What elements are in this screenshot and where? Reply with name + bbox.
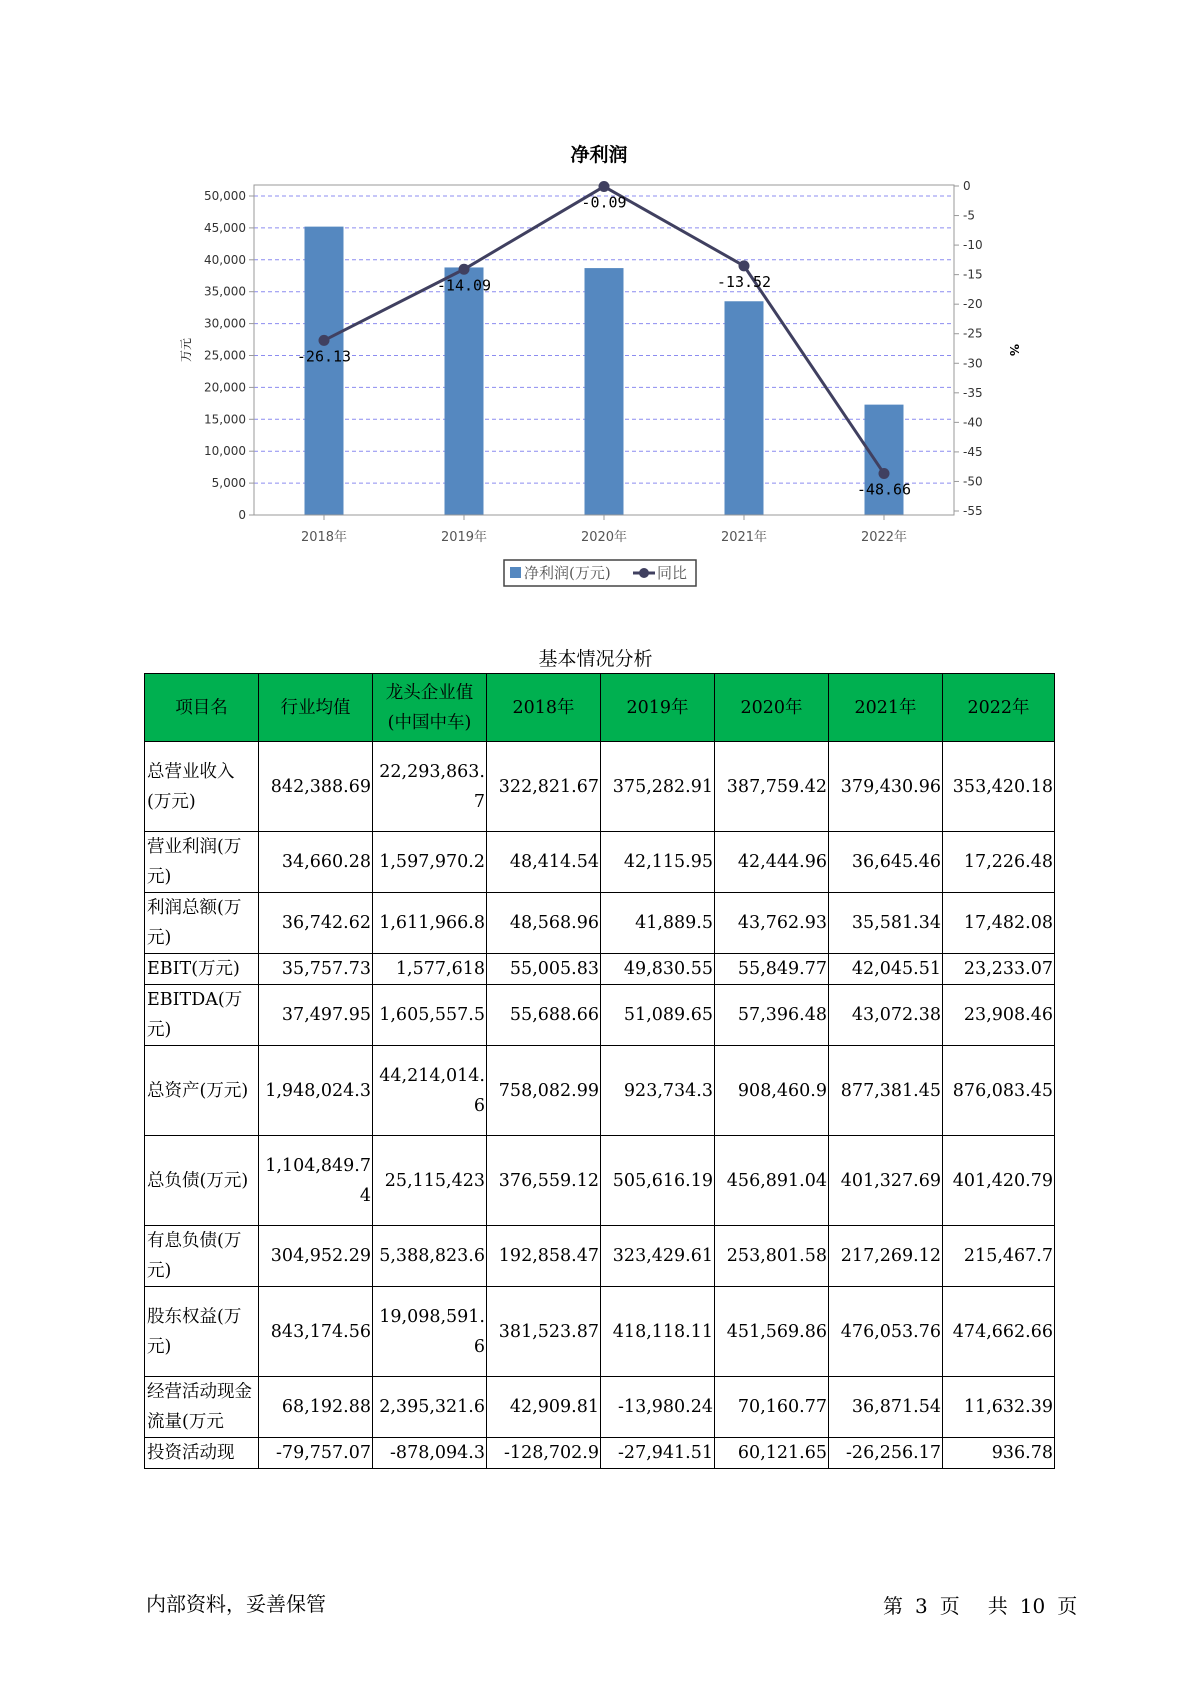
column-header: 项目名 (145, 674, 259, 742)
table-cell: 923,734.3 (601, 1046, 715, 1136)
y2-tick-label: -40 (963, 415, 983, 430)
column-header: 龙头企业值(中国中车) (373, 674, 487, 742)
table-cell: 758,082.99 (487, 1046, 601, 1136)
bar (585, 268, 624, 515)
table-row (145, 832, 1055, 893)
table-cell: 55,849.77 (715, 954, 829, 985)
table-row (145, 1287, 1055, 1377)
column-header: 2018年 (487, 674, 601, 742)
table-row (145, 1136, 1055, 1226)
table-cell: 68,192.88 (259, 1377, 373, 1438)
row-label: 投资活动现 (145, 1438, 259, 1469)
y-tick-label: 5,000 (211, 476, 246, 491)
table-cell: -79,757.07 (259, 1438, 373, 1469)
table-cell: 70,160.77 (715, 1377, 829, 1438)
table-cell: 41,889.5 (601, 893, 715, 954)
confidential-note: 内部资料，妥善保管 (146, 1592, 326, 1616)
table-row (145, 1377, 1055, 1438)
table-cell: 51,089.65 (601, 985, 715, 1046)
table-row (145, 1046, 1055, 1136)
table-cell: 1,948,024.3 (259, 1046, 373, 1136)
chart-title: 净利润 (570, 144, 628, 166)
table-cell: 936.78 (943, 1438, 1055, 1469)
table-cell: -128,702.9 (487, 1438, 601, 1469)
table-cell: 42,444.96 (715, 832, 829, 893)
x-tick-label: 2021年 (720, 530, 768, 545)
column-header: 2020年 (715, 674, 829, 742)
table-cell: 36,645.46 (829, 832, 943, 893)
table-cell: 1,597,970.2 (373, 832, 487, 893)
row-label: 利润总额(万元) (145, 893, 259, 954)
table-cell: 476,053.76 (829, 1287, 943, 1377)
net-profit-chart (0, 0, 1191, 620)
total-prefix: 共 (987, 1594, 1008, 1618)
table-cell: 842,388.69 (259, 742, 373, 832)
table-cell: 418,118.11 (601, 1287, 715, 1377)
y2-tick-label: -10 (963, 238, 983, 253)
table-cell: 44,214,014.6 (373, 1046, 487, 1136)
table-row (145, 1226, 1055, 1287)
table-caption: 基本情况分析 (538, 648, 653, 670)
y2-tick-label: -25 (963, 326, 983, 341)
y2-tick-label: -15 (963, 267, 983, 282)
table-cell: 43,762.93 (715, 893, 829, 954)
table-cell: 42,115.95 (601, 832, 715, 893)
table-row (145, 1438, 1055, 1469)
y2-tick-label: -50 (963, 474, 983, 489)
yoy-data-label: -14.09 (436, 276, 492, 295)
table-cell: 876,083.45 (943, 1046, 1055, 1136)
table-cell: 1,104,849.74 (259, 1136, 373, 1226)
y-tick-label: 0 (238, 508, 246, 522)
table-cell: 23,233.07 (943, 954, 1055, 985)
chart-legend (504, 560, 696, 586)
table-cell: 843,174.56 (259, 1287, 373, 1377)
table-row (145, 742, 1055, 832)
y-tick-label: 10,000 (204, 444, 246, 459)
table-cell: 17,226.48 (943, 832, 1055, 893)
legend-line-marker (639, 568, 649, 578)
table-cell: 381,523.87 (487, 1287, 601, 1377)
table-header-row (145, 674, 1055, 742)
table-cell: 55,005.83 (487, 954, 601, 985)
yoy-point (459, 264, 470, 275)
x-tick-label: 2020年 (580, 530, 628, 545)
table-cell: 60,121.65 (715, 1438, 829, 1469)
row-label: 营业利润(万元) (145, 832, 259, 893)
table-cell: 192,858.47 (487, 1226, 601, 1287)
x-tick-label: 2018年 (300, 530, 348, 545)
table-cell: 401,420.79 (943, 1136, 1055, 1226)
bar (445, 267, 484, 515)
table-cell: 42,045.51 (829, 954, 943, 985)
yoy-data-label: -13.52 (716, 272, 772, 291)
yoy-point (879, 468, 890, 479)
table-cell: 42,909.81 (487, 1377, 601, 1438)
table-cell: -26,256.17 (829, 1438, 943, 1469)
y2-tick-label: -45 (963, 444, 983, 459)
legend-bar-label: 净利润(万元) (524, 564, 611, 582)
table-cell: 253,801.58 (715, 1226, 829, 1287)
row-label: 有息负债(万元) (145, 1226, 259, 1287)
y2-tick-label: -20 (963, 297, 983, 312)
total-pages: 10 (1019, 1594, 1046, 1618)
table-cell: 2,395,321.6 (373, 1377, 487, 1438)
y2-tick-label: -35 (963, 385, 983, 400)
table-cell: -878,094.3 (373, 1438, 487, 1469)
total-suffix: 页 (1057, 1594, 1078, 1618)
table-cell: 48,414.54 (487, 832, 601, 893)
table-cell: 36,871.54 (829, 1377, 943, 1438)
table-cell: 1,577,618 (373, 954, 487, 985)
table-cell: 43,072.38 (829, 985, 943, 1046)
table-cell: 35,757.73 (259, 954, 373, 985)
row-label: 经营活动现金流量(万元 (145, 1377, 259, 1438)
legend-line-label: 同比 (657, 564, 688, 582)
y-tick-label: 50,000 (204, 189, 246, 203)
table-cell: 55,688.66 (487, 985, 601, 1046)
table-row (145, 985, 1055, 1046)
y-tick-label: 25,000 (204, 348, 246, 363)
bar (725, 301, 764, 515)
table-cell: 217,269.12 (829, 1226, 943, 1287)
yoy-point (599, 181, 610, 192)
table-cell: 908,460.9 (715, 1046, 829, 1136)
column-header: 2021年 (829, 674, 943, 742)
table-cell: 215,467.7 (943, 1226, 1055, 1287)
column-header: 行业均值 (259, 674, 373, 742)
table-cell: 379,430.96 (829, 742, 943, 832)
page-number: 3 (915, 1594, 928, 1618)
table-cell: 353,420.18 (943, 742, 1055, 832)
table-cell: 49,830.55 (601, 954, 715, 985)
y-axis-label: 万元 (179, 337, 193, 363)
table-cell: 19,098,591.6 (373, 1287, 487, 1377)
row-label: EBITDA(万元) (145, 985, 259, 1046)
x-tick-label: 2019年 (440, 530, 488, 545)
table-cell: -13,980.24 (601, 1377, 715, 1438)
row-label: 总资产(万元) (145, 1046, 259, 1136)
y2-tick-label: -5 (963, 208, 975, 223)
y-tick-label: 40,000 (204, 252, 246, 267)
y2-tick-label: -55 (963, 504, 983, 518)
table-cell: 5,388,823.6 (373, 1226, 487, 1287)
yoy-data-label: -0.09 (581, 193, 627, 212)
table-cell: 451,569.86 (715, 1287, 829, 1377)
yoy-point (739, 260, 750, 271)
table-cell: 877,381.45 (829, 1046, 943, 1136)
table-cell: 376,559.12 (487, 1136, 601, 1226)
row-label: 总负债(万元) (145, 1136, 259, 1226)
table-cell: 22,293,863.7 (373, 742, 487, 832)
y-tick-label: 20,000 (204, 380, 246, 395)
bar (305, 227, 344, 515)
row-label: EBIT(万元) (145, 954, 259, 985)
table-cell: -27,941.51 (601, 1438, 715, 1469)
table-cell: 35,581.34 (829, 893, 943, 954)
y2-axis-label: % (1007, 343, 1021, 357)
table-cell: 387,759.42 (715, 742, 829, 832)
table-cell: 401,327.69 (829, 1136, 943, 1226)
table-cell: 322,821.67 (487, 742, 601, 832)
table-cell: 11,632.39 (943, 1377, 1055, 1438)
yoy-data-label: -48.66 (856, 480, 912, 499)
y-tick-label: 45,000 (204, 220, 246, 235)
y2-tick-label: -30 (963, 356, 983, 371)
table-row (145, 893, 1055, 954)
table-cell: 375,282.91 (601, 742, 715, 832)
page-word: 页 (939, 1594, 960, 1618)
yoy-point (319, 335, 330, 346)
table-cell: 36,742.62 (259, 893, 373, 954)
column-header: 2022年 (943, 674, 1055, 742)
table-cell: 474,662.66 (943, 1287, 1055, 1377)
legend-bar-swatch (510, 567, 521, 578)
table-cell: 34,660.28 (259, 832, 373, 893)
analysis-table (144, 673, 1055, 1469)
table-cell: 25,115,423 (373, 1136, 487, 1226)
table-cell: 57,396.48 (715, 985, 829, 1046)
table-cell: 323,429.61 (601, 1226, 715, 1287)
y-tick-label: 35,000 (204, 284, 246, 299)
page-indicator (883, 1590, 1089, 1619)
table-cell: 1,611,966.8 (373, 893, 487, 954)
row-label: 总营业收入(万元) (145, 742, 259, 832)
column-header: 2019年 (601, 674, 715, 742)
y2-tick-label: 0 (963, 179, 971, 193)
table-cell: 48,568.96 (487, 893, 601, 954)
table-row (145, 954, 1055, 985)
table-cell: 23,908.46 (943, 985, 1055, 1046)
table-cell: 17,482.08 (943, 893, 1055, 954)
x-tick-label: 2022年 (860, 530, 908, 545)
table-cell: 505,616.19 (601, 1136, 715, 1226)
table-cell: 37,497.95 (259, 985, 373, 1046)
yoy-data-label: -26.13 (296, 347, 352, 366)
table-cell: 304,952.29 (259, 1226, 373, 1287)
row-label: 股东权益(万元) (145, 1287, 259, 1377)
y-tick-label: 30,000 (204, 316, 246, 331)
page-prefix: 第 (883, 1594, 903, 1618)
table-cell: 456,891.04 (715, 1136, 829, 1226)
table-cell: 1,605,557.5 (373, 985, 487, 1046)
y-tick-label: 15,000 (204, 412, 246, 427)
